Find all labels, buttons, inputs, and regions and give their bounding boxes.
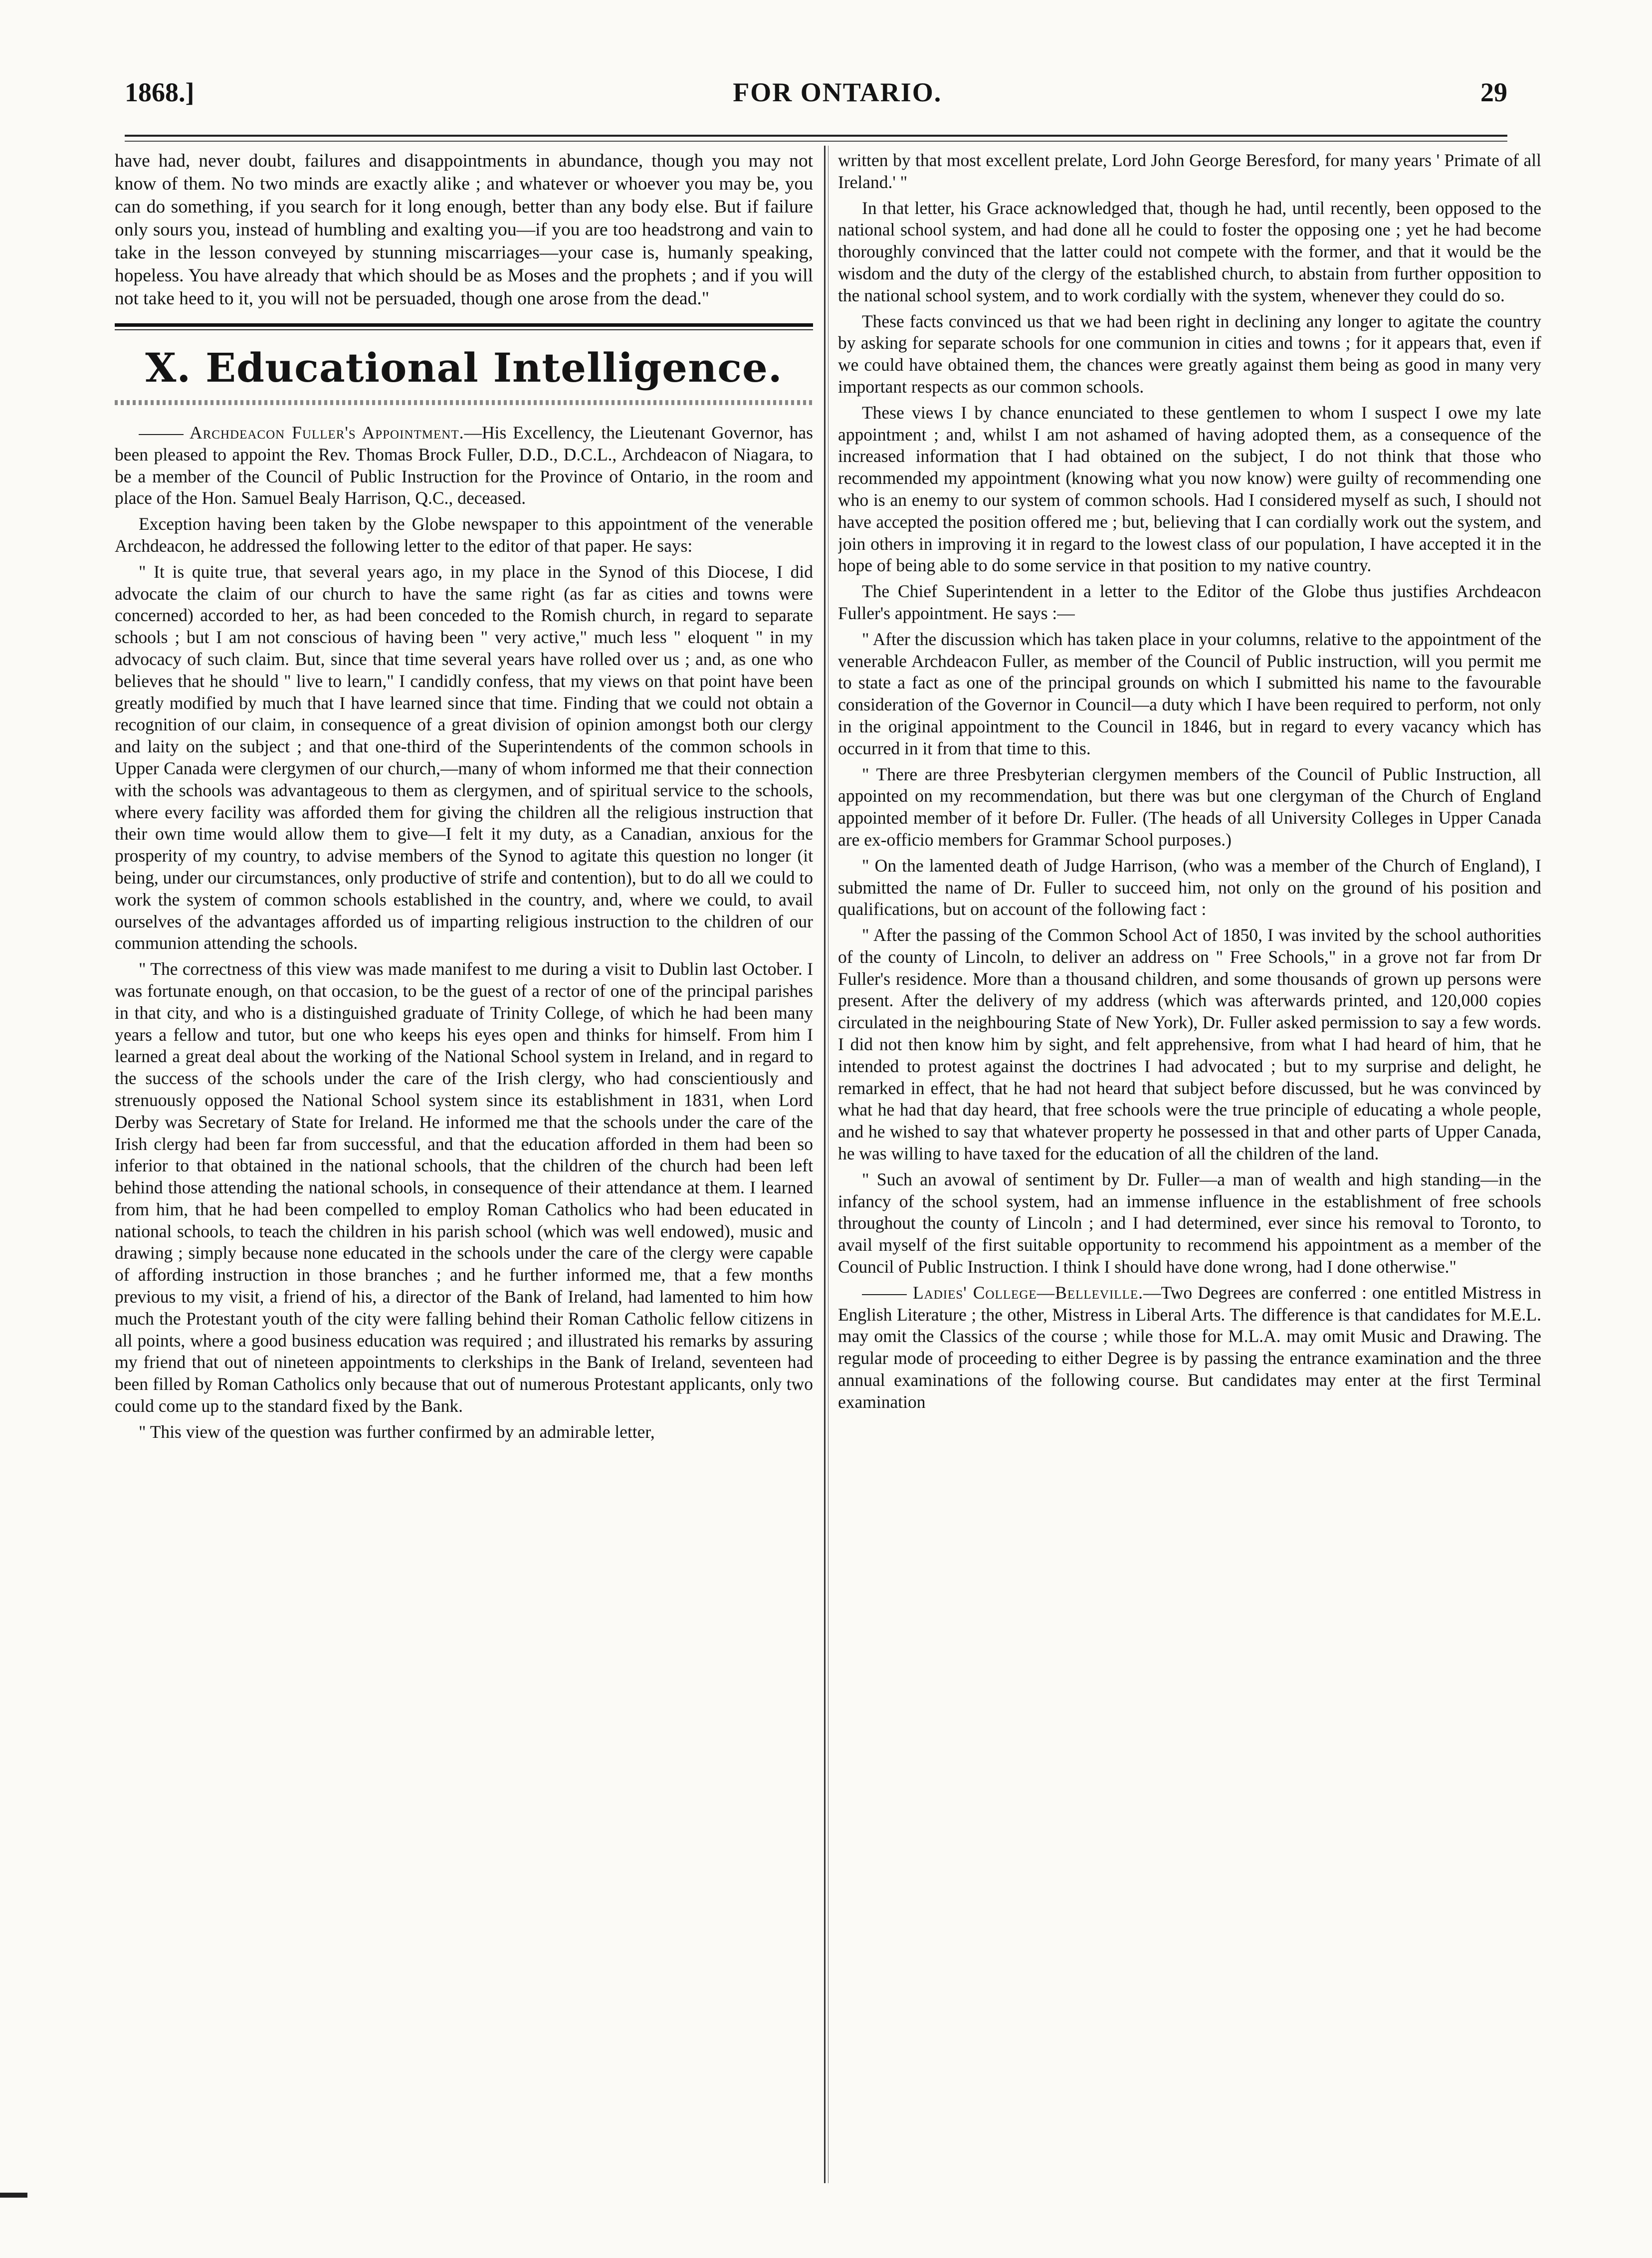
section-title: X. Educational Intelligence. [145, 344, 783, 391]
article-paragraph: " The correctness of this view was made manifest to me during a visit to Dublin last October. I was fortunate enough, on that occasion, to be the guest of a rector of one of the principal parishes in that city, and who is a distinguished graduate of Trinity College, of which he had been many years a fellow and tutor, but one who keeps his eyes open and thinks for himself. From him I learned a great deal about the working of the National School system in Ireland, and in regard to the success of the schools under the care of the Irish clergy, who had conscientiously and strenuously opposed the National School system since its establishment in 1831, when Lord Derby was Secretary of State for Ireland. He informed me that the schools under the care of the Irish clergy had been far from successful, and that the education afforded in them had been so inferior to that obtained in the national schools, that the children of the church had been left behind those attending the national schools, in consequence of their attendance at them. I learned from him, that he had been compelled to employ Roman Catholics who had been educated in national schools, to teach the children in his parish school (which was well endowed), music and drawing ; simply because none educated in the schools under the care of the clergy were capable of affording instruction in those branches ; and he further informed me, that a few months previous to my visit, a friend of his, a director of the Bank of Ireland, had lamented to him how much the Protestant youth of the city were falling behind their Roman Catholic fellow citizens in all points, where a good business education was required ; and illustrated his remarks by assuring my friend that out of nineteen appointments to clerkships in the Bank of Ireland, seventeen had been filled by Roman Catholics only because that out of numerous Protestant applicants, only two could come up to the standard fixed by the Bank. [115, 959, 813, 1416]
section-rule [115, 323, 813, 327]
article-paragraph: " After the passing of the Common School Act of 1850, I was invited by the school authorities of the county of Lincoln, to deliver an address on " Free Schools," in a grove not far from Dr Fuller's residence. More than a thousand children, and some thousands of grown up persons were present. After the delivery of my address (which was afterwards printed, and 120,000 copies circulated in the neighbouring State of New York), Dr. Fuller asked permission to say a few words. I did not then know him by sight, and felt apprehensive, from what I had heard of him, that he intended to protest against the doctrines I had advocated ; but to my surprise and delight, he remarked in effect, that he had not heard that subject before discussed, but he was convinced by what he had that day heard, that free schools were the true principle of educating a whole people, and he wished to say that whatever property he possessed in that and other parts of Upper Canada, he was willing to have taxed for the education of all the children of the land. [838, 925, 1541, 1164]
article-paragraph: " This view of the question was further confirmed by an admirable letter, [139, 1421, 655, 1442]
article-heading: Ladies' College—Belleville. [913, 1282, 1143, 1303]
article-paragraph: written by that most excellent prelate, Lord John George Beresford, for many years ' Primate of all Ireland.' " [838, 150, 1541, 192]
article-text: —His Excellency, the Lieutenant Governor, has been pleased to appoint the Rev. Thomas Brock Fuller, D.D., D.C.L., Archdeacon of Niagara, to be a member of the Council of Public Instruction for the Province of Ontario, in the room and place of the Hon. Samuel Bealy Harrison, Q.C., deceased. [115, 423, 813, 508]
continued-paragraph: have had, never doubt, failures and disappointments in abundance, though you may not know of them. No two minds are exactly alike ; and whatever or whoever you may be, you can do something, if you search for it long enough, better than any body else. But if failure only sours you, instead of humbling and exalting you—if you are too headstrong and vain to take in the lesson conveyed by stunning miscarriages—your case is, humanly speaking, hopeless. You have already that which should be as Moses and the prophets ; and if you will not take heed to it, you will not be persuaded, though one arose from the dead." [115, 151, 813, 309]
article-paragraph [115, 422, 813, 509]
header-rule [125, 135, 1507, 137]
header-year: 1868.] [125, 77, 195, 107]
article-paragraph: " There are three Presbyterian clergymen members of the Council of Public Instruction, all appointed on my recommendation, but there was but one clergyman of the Church of England appointed member of it before Dr. Fuller. (The heads of all University Colleges in Upper Canada are ex-officio members for Grammar School purposes.) [838, 764, 1541, 850]
article-paragraph: " It is quite true, that several years ago, in my place in the Synod of this Diocese, I did advocate the claim of our church to have the same right (as far as cities and towns were concerned) accorded to her, as had been conceded to the Romish church, in regard to separate schools ; but I am not conscious of having been " very active," much less " eloquent " in my advocacy of such claim. But, since that time several years have rolled over us ; and, as one who believes that he should " live to learn," I candidly confess, that my views on that point have been greatly modified by much that I have learned since that time. Finding that we could not obtain a recognition of our claim, in consequence of a great division of opinion amongst both our clergy and laity on the subject ; and that one-third of the Superintendents of the common schools in Upper Canada were clergymen of our church,—many of whom informed me that their connection with the schools was advantageous to them as clergymen, and of spiritual service to the schools, where every facility was afforded them for giving the children all the religious instruction that their own time would allow them to give—I felt it my duty, as a Canadian, anxious for the prosperity of my country, to advise members of the Synod to agitate this question no longer (it being, under our circumstances, only productive of strife and contention), but to do all we could to work the system of common schools established in the country, and, where we could, to avail ourselves of the advantages afforded us of imparting religious instruction to the children of our communion attending the schools. [115, 561, 813, 953]
page-header [125, 65, 1507, 120]
dash-rule [139, 434, 184, 435]
header-title: FOR ONTARIO. [733, 77, 942, 107]
article-paragraph: The Chief Superintendent in a letter to the Editor of the Globe thus justifies Archdeacon Fuller's appointment. He says :— [838, 581, 1541, 623]
article-text: —Two Degrees are conferred : one entitled Mistress in English Literature ; the other, Mistress in Liberal Arts. The difference is that candidates for M.E.L. may omit the Classics of the course ; while those for M.L.A. may omit Music and Drawing. The regular mode of proceeding to either Degree is by passing the entrance examination and the three annual examinations of the following course. But candidates may enter at the first Terminal examination [838, 1282, 1541, 1412]
article-paragraph: These facts convinced us that we had been right in declining any longer to agitate the country by asking for separate schools for one communion in cities and towns ; for it appears that, even if we could have obtained them, the chances were greatly against them being as good in many very important respects as our common schools. [838, 311, 1541, 397]
article-paragraph: In that letter, his Grace acknowledged that, though he had, until recently, been opposed to the national school system, and had done all he could to foster the opposing one ; yet he had become thoroughly convinced that the latter could not compete with the former, and that it would be the wisdom and the duty of the clergy of the established church, to abstain from further opposition to the national school system, and to work cordially with the system, whenever they could do so. [838, 198, 1541, 305]
article-heading: Archdeacon Fuller's Appointment. [190, 423, 464, 443]
column-divider [824, 146, 826, 2183]
section-rule-thin [115, 329, 813, 330]
right-column [838, 150, 1541, 2183]
article-paragraph: " On the lamented death of Judge Harrison, (who was a member of the Church of England), I submitted the name of Dr. Fuller to succeed him, not only on the ground of his position and qualifications, but on account of the following fact : [838, 855, 1541, 919]
article-paragraph [838, 1282, 1541, 1413]
article-paragraph: " After the discussion which has taken place in your columns, relative to the appointment of the venerable Archdeacon Fuller, as member of the Council of Public instruction, will you permit me to state a fact as one of the principal grounds on which I submitted his name to the favourable consideration of the Governor in Council—a duty which I have been required to perform, not only in the original appointment to the Council in 1846, but in regard to every vacancy which has occurred in it from that time to this. [838, 629, 1541, 758]
left-column [115, 150, 813, 2183]
margin-mark [0, 2193, 27, 2198]
article-paragraph: Exception having been taken by the Globe newspaper to this appointment of the venerable Archdeacon, he addressed the following letter to the editor of that paper. He says: [115, 514, 813, 556]
dash-rule [862, 1294, 907, 1295]
article-paragraph: These views I by chance enunciated to these gentlemen to whom I suspect I owe my late appointment ; and, whilst I am not ashamed of having adopted them, as a consequence of the increased information that I had obtained on the subject, I do not think that those who recommended my appointment (knowing what you now know) were guilty of recommending one who is an enemy to our system of common schools. Had I considered myself as such, I should not have accepted the position offered me ; but, believing that I can cordially work out the system, and join others in improving it in regard to the lowest class of our population, I have accepted it in the hope of being able to do some service in that position to my native country. [838, 402, 1541, 576]
section-ornament [115, 400, 813, 405]
header-rule-thin [125, 141, 1507, 142]
article-paragraph: " Such an avowal of sentiment by Dr. Fuller—a man of wealth and high standing—in the infancy of the school system, had an immense influence in the establishment of free schools throughout the county of Lincoln ; and I had determined, ever since his removal to Toronto, to avail myself of the first suitable opportunity to recommend his appointment as a member of the Council of Public Instruction. I think I should have done wrong, had I done otherwise." [838, 1169, 1541, 1277]
page-number: 29 [1480, 77, 1507, 107]
